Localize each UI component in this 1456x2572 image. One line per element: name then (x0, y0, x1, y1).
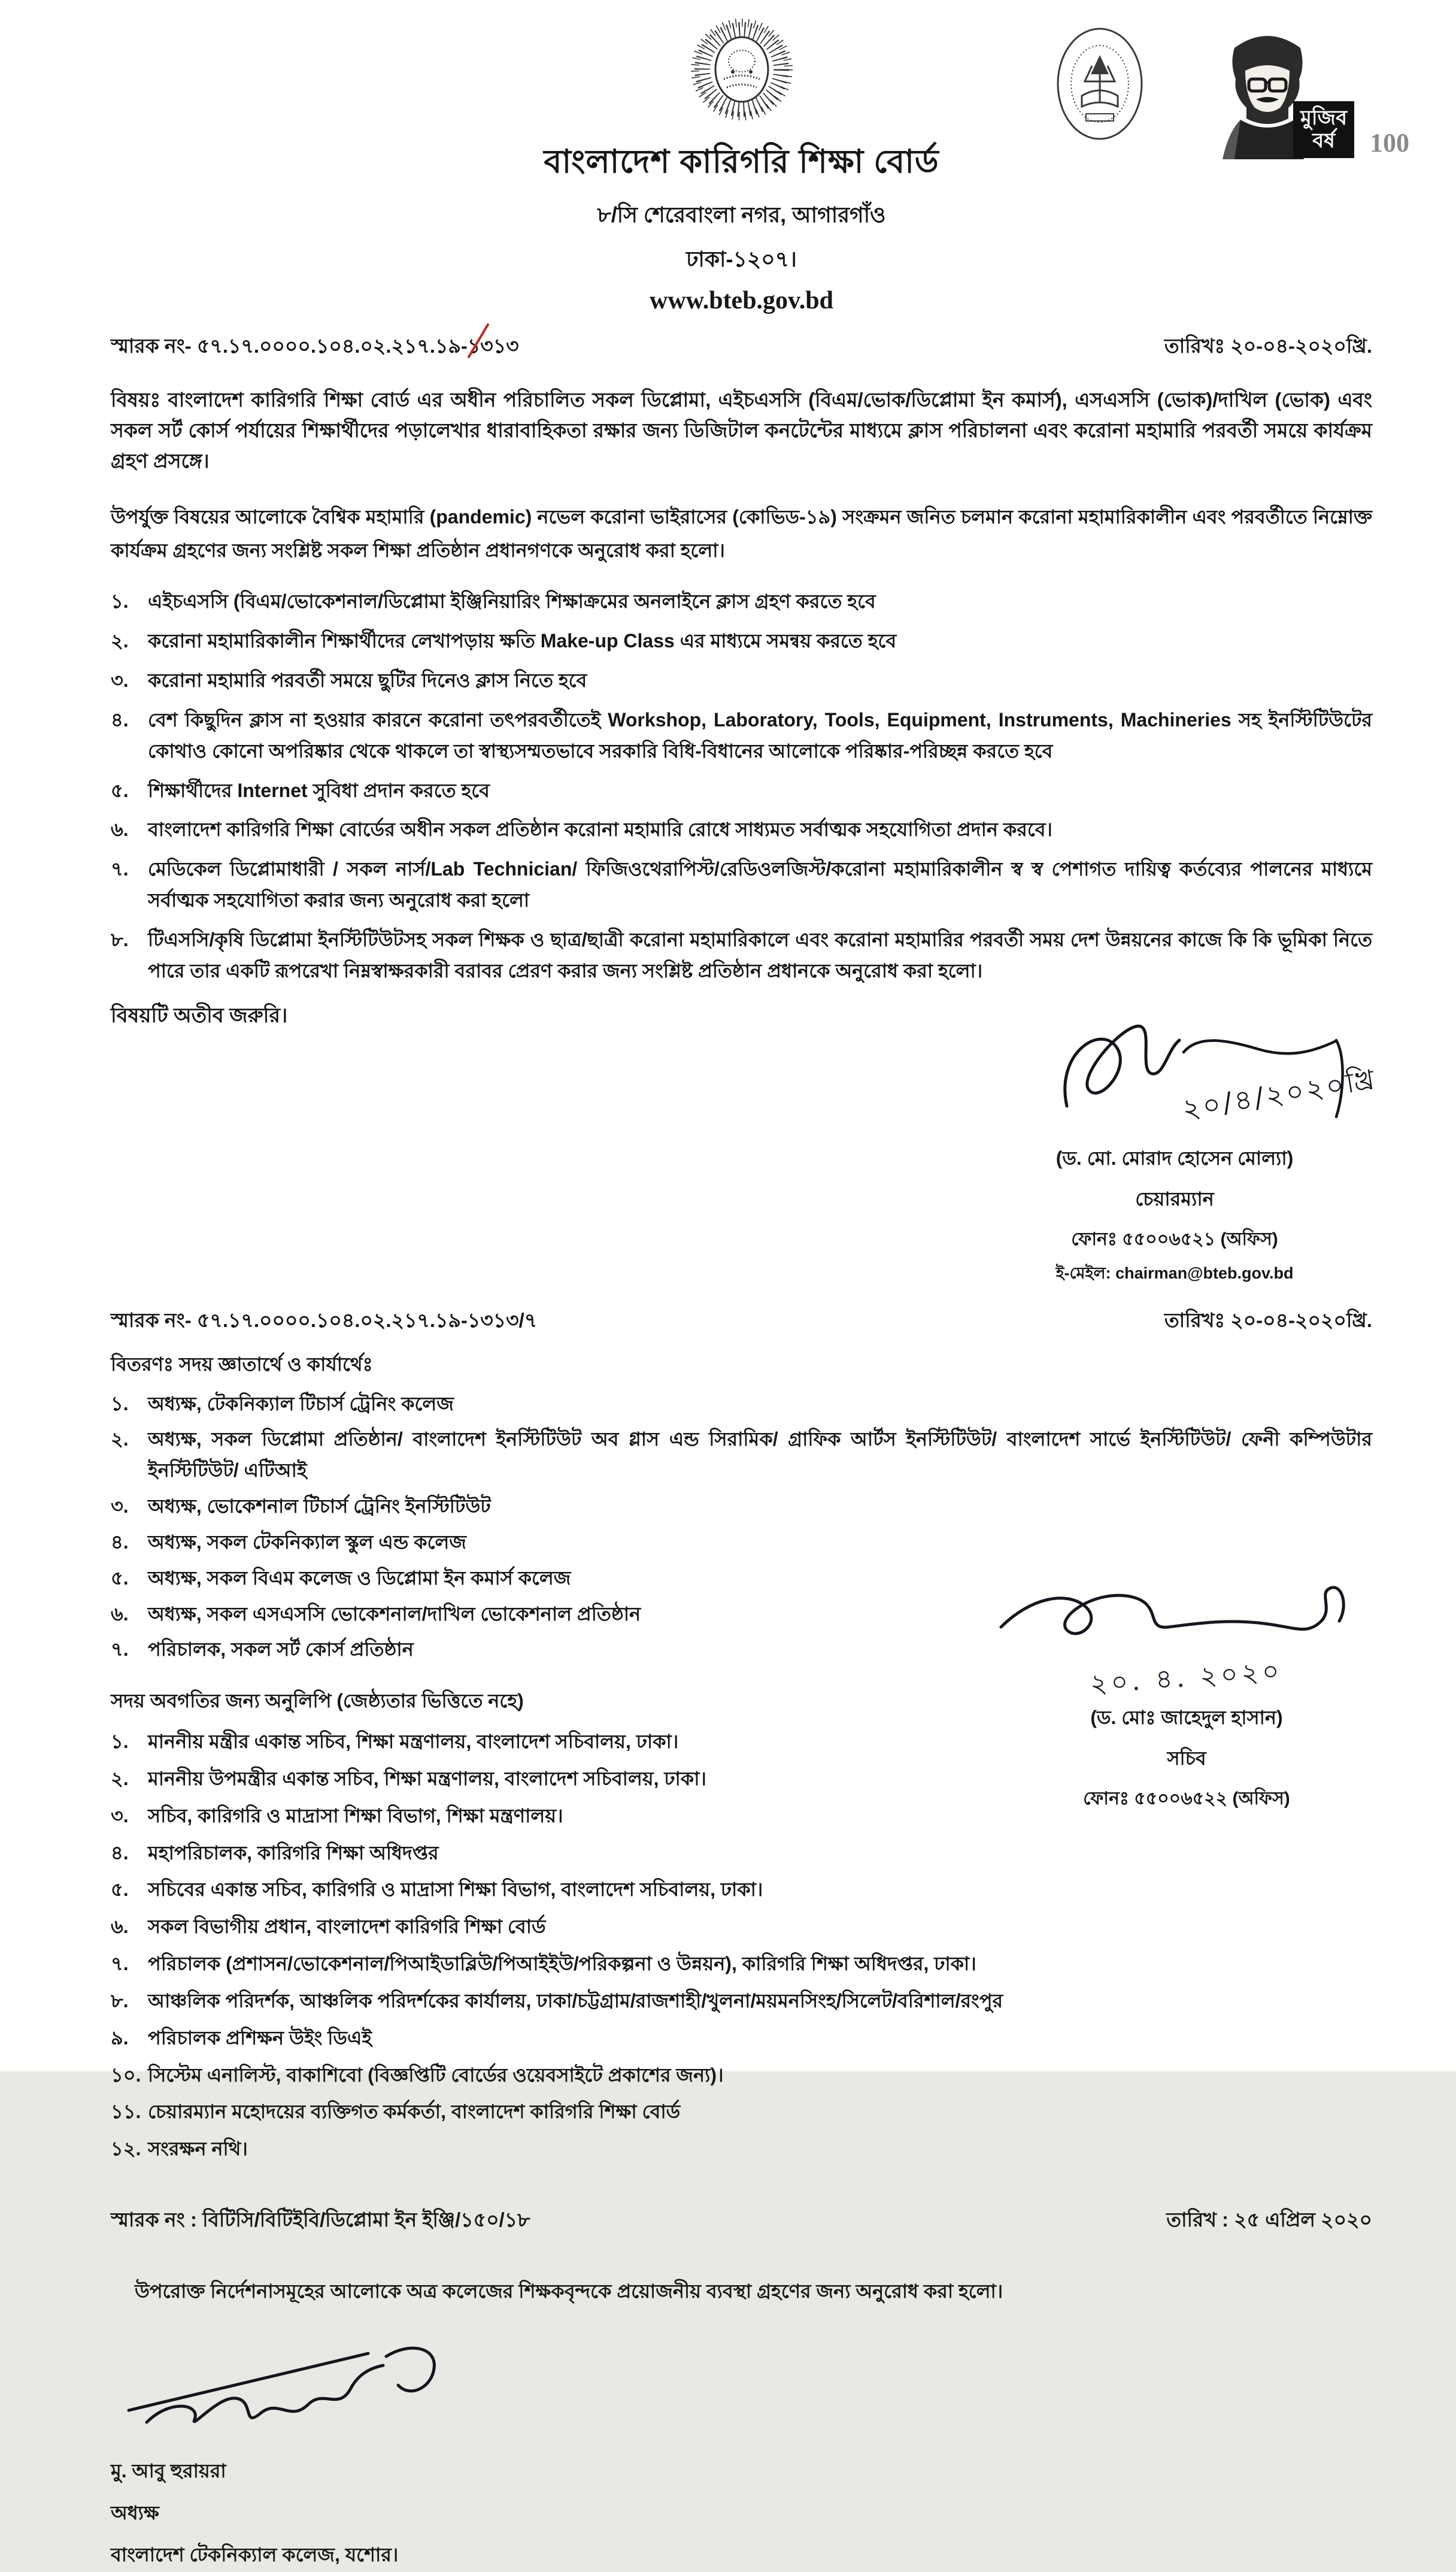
mujib-badge-text-1: মুজিব (1300, 107, 1347, 130)
item-text: টিএসসি/কৃষি ডিপ্লোমা ইনস্টিটিউটসহ সকল শিক্ষক ও ছাত্র/ছাত্রী করোনা মহামারিকালে এবং করোনা মহামারির পরবর্তী সময় দেশ উন্নয়নের কাজে কি কি ভূমিকা নিতে পারে তার একটি রূপরেখা নিম্নস্বাক্ষরকারী বরাবর প্রেরণ করার জন্য সংশ্লিষ্ট প্রতিষ্ঠান প্রধানকে অনুরোধ করা হলো। (148, 928, 1372, 981)
item-number: ১. (111, 1392, 129, 1414)
copy-item-6 (111, 1911, 1164, 1943)
principal-signature-block (111, 2332, 566, 2572)
item-text: বাংলাদেশ কারিগরি শিক্ষা বোর্ডের অধীন সকল প্রতিষ্ঠান করোনা মহামারি রোধে সাধ্যমত সর্বাত্মক সহযোগিতা প্রদান করবে। (148, 819, 1052, 841)
item-text: মেডিকেল ডিপ্লোমাধারী / সকল নার্স/Lab Technician/ ফিজিওথেরাপিস্ট/রেডিওলজিস্ট/করোনা মহামারিকালীন স্ব স্ব পেশাগত দায়িত্ব কর্তব্যের পালনের মাধ্যমে সর্বাত্মক সহযোগিতা করার জন্য অনুরোধ করা হলো (148, 858, 1372, 911)
item-number: ৪. (111, 1531, 129, 1553)
item-number: ৫. (111, 779, 129, 801)
header-logos (1055, 24, 1409, 162)
instruction-item-4 (111, 705, 1372, 767)
principal-name: মু. আবু হুরায়রা (111, 2460, 226, 2482)
distribution-item-3 (111, 1491, 1372, 1522)
item-number: ১০. (111, 2064, 141, 2086)
red-pen-mark (464, 322, 492, 359)
memo3-body: উপরোক্ত নির্দেশনাসমূহের আলোকে অত্র কলেজের শিক্ষকবৃন্দকে প্রয়োজনীয় ব্যবস্থা গ্রহণের জন্য অনুরোধ করা হলো। (135, 2280, 1003, 2303)
org-name: বাংলাদেশ কারিগরি শিক্ষা বোর্ড (544, 144, 939, 180)
memo3-date: তারিখ : ২৫ এপ্রিল ২০২০ (1166, 2209, 1372, 2231)
secretary-name: (ড. মোঃ জাহেদুল হাসান) (1090, 1707, 1283, 1728)
chairman-name: (ড. মো. মোরাদ হোসেন মোল্যা) (1055, 1147, 1294, 1169)
item-text: সংরক্ষন নথি। (148, 2138, 248, 2160)
memo2-number: স্মারক নং- ৫৭.১৭.০০০০.১০৪.০২.২১৭.১৯-১৩১৩/৭ (111, 1308, 538, 1331)
item-text: পরিচালক, সকল সর্ট কোর্স প্রতিষ্ঠান (148, 1638, 414, 1661)
copy-item-12 (111, 2134, 1164, 2165)
distribution-item-2 (111, 1424, 1372, 1486)
principal-title: অধ্যক্ষ (111, 2502, 159, 2524)
mujib-100-text: 100 (1370, 128, 1409, 157)
item-text: অধ্যক্ষ, ভোকেশনাল টিচার্স ট্রেনিং ইনস্টিটিউট (148, 1495, 491, 1517)
item-number: ৭. (111, 1953, 129, 1975)
item-text: অধ্যক্ষ, সকল ডিপ্লোমা প্রতিষ্ঠান/ বাংলাদেশ ইনস্টিটিউট অব গ্লাস এন্ড সিরামিক/ গ্রাফিক আর্টস ইনস্টিটিউট/ বাংলাদেশ সার্ভে ইনস্টিটিউট/ ফেনী কম্পিউটার ইনস্টিটিউট/ এটিআই (148, 1428, 1372, 1482)
instruction-list (111, 586, 1372, 986)
chairman-email: ই-মেইল: chairman@bteb.gov.bd (1055, 1264, 1294, 1282)
instruction-item-6 (111, 814, 1372, 846)
item-number: ৩. (111, 669, 129, 692)
intro-paragraph: উপর্যুক্ত বিষয়ের আলোকে বৈশ্বিক মহামারি (pandemic) নভেল করোনা ভাইরাসের (কোভিড-১৯) সংক্রমন জনিত চলমান করোনা মহামারিকালীন এবং পরবর্তীতে নিম্নোক্ত কার্যক্রম গ্রহণের জন্য সংশ্লিষ্ট সকল শিক্ষা প্রতিষ্ঠান প্রধানগণকে অনুরোধ করা হলো। (111, 506, 1372, 562)
instruction-item-7 (111, 854, 1372, 916)
item-text: অধ্যক্ষ, সকল এসএসসি ভোকেশনাল/দাখিল ভোকেশনাল প্রতিষ্ঠান (148, 1602, 641, 1625)
org-address-line1: ৮/সি শেরেবাংলা নগর, আগারগাঁও (597, 202, 886, 227)
item-text: পরিচালক প্রশিক্ষন উইং ডিএই (148, 2026, 372, 2049)
item-number: ৭. (111, 858, 129, 880)
item-text: মহাপরিচালক, কারিগরি শিক্ষা অধিদপ্তর (148, 1841, 439, 1864)
item-text: মাননীয় উপমন্ত্রীর একান্ত সচিব, শিক্ষা মন্ত্রণালয়, বাংলাদেশ সচিবালয়, ঢাকা। (148, 1767, 706, 1789)
principal-institution: বাংলাদেশ টেকনিক্যাল কলেজ, যশোর। (111, 2544, 399, 2566)
item-number: ৯. (111, 2026, 129, 2049)
chairman-title: চেয়ারম্যান (1135, 1187, 1214, 1210)
copy-item-7 (111, 1949, 1164, 1980)
copies-heading: সদয় অবগতির জন্য অনুলিপি (জেষ্ঠ্যতার ভিত্তিতে নহে) (111, 1690, 524, 1712)
copy-item-8 (111, 1986, 1164, 2017)
item-number: ৫. (111, 1879, 129, 1901)
item-number: ৬. (111, 819, 129, 841)
item-text: চেয়ারম্যান মহোদয়ের ব্যক্তিগত কর্মকর্তা, বাংলাদেশ কারিগরি শিক্ষা বোর্ড (148, 2101, 681, 2123)
instruction-item-8 (111, 925, 1372, 987)
education-board-seal-icon (1055, 24, 1145, 144)
item-number: ৪. (111, 1841, 129, 1864)
bteb-seal-icon (685, 14, 799, 125)
mujib-badge-text-2: বর্ষ (1312, 129, 1335, 152)
secretary-signature-block (995, 1564, 1378, 1814)
item-number: ৮. (111, 1989, 129, 2011)
distribution-heading: বিতরণঃ সদয় জ্ঞাতার্থে ও কার্যার্থেঃ (111, 1353, 373, 1375)
item-number: ৭. (111, 1638, 129, 1661)
memo2-date: তারিখঃ ২০-০৪-২০২০খ্রি. (1164, 1308, 1372, 1331)
item-text: সিস্টেম এনালিস্ট, বাকাশিবো (বিজ্ঞপ্তিটি বোর্ডের ওয়েবসাইটে প্রকাশের জন্য)। (148, 2064, 724, 2086)
item-text: করোনা মহামারি পরবর্তী সময়ে ছুটির দিনেও ক্লাস নিতে হবে (148, 669, 587, 692)
chairman-handwritten-date: ২০/৪/২০২০খ্রি (1180, 1062, 1379, 1125)
item-text: এইচএসসি (বিএম/ভোকেশনাল/ডিপ্লোমা ইঞ্জিনিয়ারিং শিক্ষাক্রমের অনলাইনে ক্লাস গ্রহণ করতে হবে (148, 590, 876, 613)
item-text: সচিবের একান্ত সচিব, কারিগরি ও মাদ্রাসা শিক্ষা বিভাগ, বাংলাদেশ সচিবালয়, ঢাকা। (148, 1879, 763, 1901)
item-number: ৩. (111, 1495, 129, 1517)
instruction-item-2 (111, 626, 1372, 657)
item-number: ৬. (111, 1916, 129, 1938)
item-number: ৮. (111, 928, 129, 950)
org-website: www.bteb.gov.bd (650, 287, 833, 314)
mujib-badge (1293, 101, 1354, 158)
memo1-row (111, 331, 1372, 364)
item-number: ৪. (111, 708, 129, 731)
item-number: ৩. (111, 1804, 129, 1826)
memo1-number: স্মারক নং- ৫৭.১৭.০০০০.১০৪.০২.২১৭.১৯-১৩১৩ (111, 335, 519, 357)
item-number: ২. (111, 1428, 129, 1450)
item-number: ২. (111, 630, 129, 652)
item-number: ১. (111, 590, 129, 613)
copy-item-4 (111, 1838, 1164, 1869)
chairman-signature-block (977, 1016, 1379, 1288)
item-text: বেশ কিছুদিন ক্লাস না হওয়ার কারনে করোনা তৎপরবর্তীতেই Workshop, Laboratory, Tools, Equipment, Instruments, Machineries সহ ইনস্টিটিউটের কোথাও কোনো অপরিষ্কার থেকে থাকলে তা স্বাস্থ্যসম্মতভাবে সরকারি বিধি-বিধানের আলোকে পরিষ্কার-পরিচ্ছন্ন করতে হবে (148, 708, 1372, 762)
item-text: করোনা মহামারিকালীন শিক্ষার্থীদের লেখাপড়ায় ক্ষতি Make-up Class এর মাধ্যমে সমন্বয় করতে হবে (148, 630, 897, 652)
item-text: অধ্যক্ষ, সকল টেকনিক্যাল স্কুল এন্ড কলেজ (148, 1531, 466, 1553)
copy-item-9 (111, 2023, 1164, 2054)
instruction-item-5 (111, 775, 1372, 807)
memo2-row (111, 1305, 1372, 1338)
subject-paragraph: বিষয়ঃ বাংলাদেশ কারিগরি শিক্ষা বোর্ড এর অধীন পরিচালিত সকল ডিপ্লোমা, এইচএসসি (বিএম/ভোক/ডিপ্লোমা ইন কমার্স), এসএসসি (ভোক)/দাখিল (ভোক) এবং সকল সর্ট কোর্স পর্যায়ের শিক্ষার্থীদের পড়ালেখার ধারাবাহিকতা রক্ষার জন্য ডিজিটাল কনটেন্টের মাধ্যমে ক্লাস পরিচালনা এবং করোনা মহামারি পরবর্তী সময়ে কার্যক্রম গ্রহণ প্রসঙ্গে। (111, 389, 1372, 472)
item-text: সকল বিভাগীয় প্রধান, বাংলাদেশ কারিগরি শিক্ষা বোর্ড (148, 1916, 546, 1938)
principal-signature-image (111, 2332, 566, 2446)
item-text: আঞ্চলিক পরিদর্শক, আঞ্চলিক পরিদর্শকের কার্যালয়, ঢাকা/চট্টগ্রাম/রাজশাহী/খুলনা/ময়মনসিংহ/সিলেট/বরিশাল/রংপুর (148, 1989, 1003, 2011)
distribution-item-4 (111, 1527, 1372, 1558)
item-text: সচিব, কারিগরি ও মাদ্রাসা শিক্ষা বিভাগ, শিক্ষা মন্ত্রণালয়। (148, 1804, 563, 1826)
item-number: ১. (111, 1731, 129, 1753)
item-number: ১২. (111, 2138, 141, 2160)
instruction-item-1 (111, 586, 1372, 617)
secretary-handwritten-date: ২০. ৪. ২০২০ (1089, 1655, 1284, 1700)
item-text: শিক্ষার্থীদের Internet সুবিধা প্রদান করতে হবে (148, 779, 490, 801)
copy-item-11 (111, 2097, 1164, 2128)
instruction-item-3 (111, 665, 1372, 696)
secretary-title: সচিব (1167, 1747, 1206, 1769)
item-number: ৫. (111, 1567, 129, 1589)
distribution-item-1 (111, 1389, 1372, 1420)
item-text: অধ্যক্ষ, টেকনিক্যাল টিচার্স ট্রেনিং কলেজ (148, 1392, 454, 1414)
memo3-number: স্মারক নং : বিটিসি/বিটিইবি/ডিপ্লোমা ইন ইঞ্জি/১৫০/১৮ (111, 2209, 530, 2231)
org-address-line2: ঢাকা-১২০৭। (686, 247, 797, 271)
copy-item-10 (111, 2060, 1164, 2091)
memo3-row (111, 2204, 1372, 2238)
item-number: ২. (111, 1767, 129, 1789)
item-text: অধ্যক্ষ, সকল বিএম কলেজ ও ডিপ্লোমা ইন কমার্স কলেজ (148, 1567, 571, 1589)
mujib-borsho-100-logo (1199, 24, 1409, 162)
chairman-phone: ফোনঃ ৫৫০০৬৫২১ (অফিস) (1071, 1229, 1278, 1249)
memo1-date: তারিখঃ ২০-০৪-২০২০খ্রি. (1164, 335, 1372, 357)
secretary-phone: ফোনঃ ৫৫০০৬৫২২ (অফিস) (1083, 1789, 1290, 1808)
item-number: ৬. (111, 1602, 129, 1625)
copy-item-5 (111, 1874, 1164, 1905)
item-text: পরিচালক (প্রশাসন/ভোকেশনাল/পিআইডাব্লিউ/পিআইইউ/পরিকল্পনা ও উন্নয়ন), কারিগরি শিক্ষা অধিদপ্তর, ঢাকা। (148, 1953, 976, 1975)
item-number: ১১. (111, 2101, 141, 2123)
urgent-note: বিষয়টি অতীব জরুরি। (111, 1004, 288, 1027)
item-text: মাননীয় মন্ত্রীর একান্ত সচিব, শিক্ষা মন্ত্রণালয়, বাংলাদেশ সচিবালয়, ঢাকা। (148, 1731, 679, 1753)
chairman-signature-image (977, 1016, 1379, 1142)
